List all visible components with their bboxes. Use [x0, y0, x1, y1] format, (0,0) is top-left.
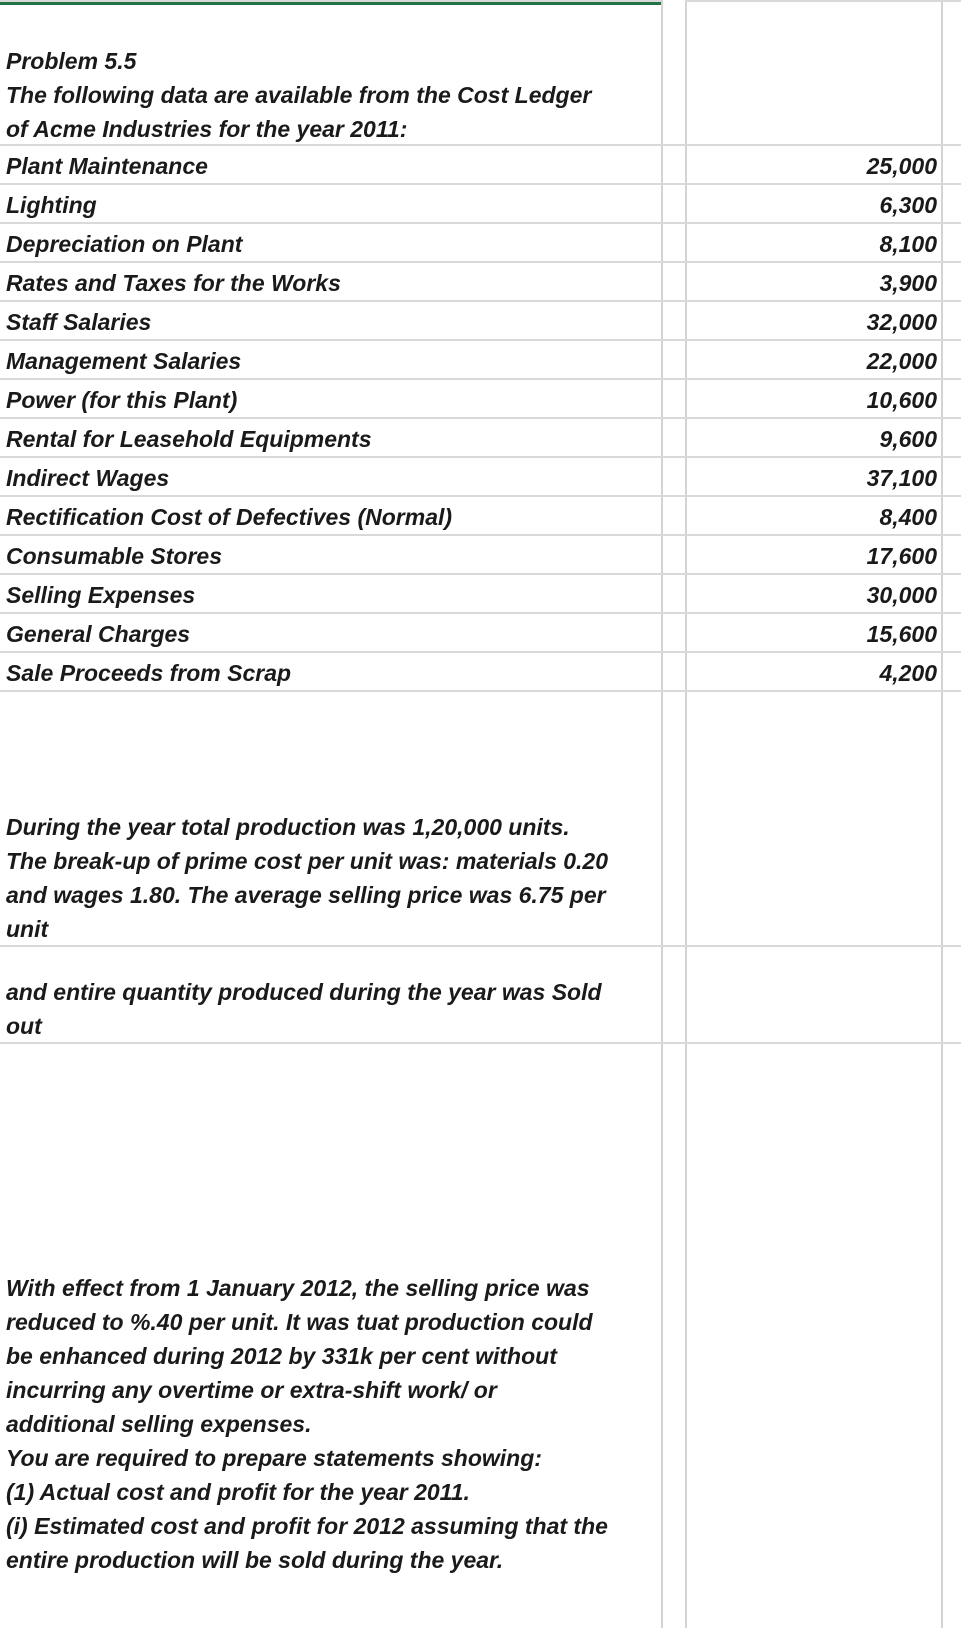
row-divider: [0, 456, 961, 458]
row-divider: [0, 222, 961, 224]
row-divider: [0, 573, 961, 575]
note-line: entire production will be sold during the year.: [6, 1547, 504, 1573]
item-label-lighting[interactable]: Lighting: [6, 192, 97, 218]
row-divider: [0, 651, 961, 653]
row-divider: [0, 417, 961, 419]
row-divider: [0, 339, 961, 341]
item-label-rental[interactable]: Rental for Leasehold Equipments: [6, 426, 372, 452]
note-line: reduced to %.40 per unit. It was tuat production could: [6, 1309, 593, 1335]
row-divider: [0, 495, 961, 497]
note-line: unit: [6, 916, 49, 942]
item-label-general-charges[interactable]: General Charges: [6, 621, 191, 647]
row-divider: [0, 690, 961, 692]
row-divider: [685, 0, 961, 2]
item-label-depreciation[interactable]: Depreciation on Plant: [6, 231, 243, 257]
note-line: and entire quantity produced during the year was Sold: [6, 979, 602, 1005]
intro-line: of Acme Industries for the year 2011:: [6, 116, 408, 142]
column-divider-a-b: [661, 0, 663, 1628]
item-value-rental[interactable]: 9,600: [879, 426, 937, 452]
problem-title: Problem 5.5: [6, 48, 137, 74]
note-line: and wages 1.80. The average selling price was 6.75 per: [6, 882, 606, 908]
item-value-depreciation[interactable]: 8,100: [879, 231, 937, 257]
note-line: (i) Estimated cost and profit for 2012 assuming that the: [6, 1513, 608, 1539]
row-divider: [0, 378, 961, 380]
row-divider: [0, 183, 961, 185]
item-value-indirect-wages[interactable]: 37,100: [866, 465, 937, 491]
item-label-rectification[interactable]: Rectification Cost of Defectives (Normal): [6, 504, 453, 530]
sold-note-cell[interactable]: [6, 975, 656, 1043]
note-line: incurring any overtime or extra-shift work/ or: [6, 1377, 497, 1403]
item-value-staff-salaries[interactable]: 32,000: [866, 309, 937, 335]
note-line: (1) Actual cost and profit for the year 2011.: [6, 1479, 470, 1505]
requirement-note-cell[interactable]: [6, 1271, 656, 1577]
item-value-rectification[interactable]: 8,400: [879, 504, 937, 530]
note-line: be enhanced during 2012 by 331k per cent without: [6, 1343, 557, 1369]
item-value-power[interactable]: 10,600: [866, 387, 937, 413]
item-label-staff-salaries[interactable]: Staff Salaries: [6, 309, 152, 335]
row-divider: [0, 300, 961, 302]
row-divider: [0, 261, 961, 263]
row-divider: [0, 0, 661, 2]
note-line: out: [6, 1013, 42, 1039]
item-value-general-charges[interactable]: 15,600: [866, 621, 937, 647]
item-value-rates-taxes[interactable]: 3,900: [879, 270, 937, 296]
production-note-cell[interactable]: [6, 810, 656, 946]
item-label-indirect-wages[interactable]: Indirect Wages: [6, 465, 170, 491]
note-line: During the year total production was 1,20,000 units.: [6, 814, 570, 840]
column-divider-b-c: [685, 0, 687, 1628]
item-label-consumable-stores[interactable]: Consumable Stores: [6, 543, 222, 569]
item-value-selling-expenses[interactable]: 30,000: [866, 582, 937, 608]
note-line: You are required to prepare statements showing:: [6, 1445, 542, 1471]
item-value-scrap-proceeds[interactable]: 4,200: [879, 660, 937, 686]
item-label-plant-maintenance[interactable]: Plant Maintenance: [6, 153, 208, 179]
item-label-scrap-proceeds[interactable]: Sale Proceeds from Scrap: [6, 660, 292, 686]
note-line: additional selling expenses.: [6, 1411, 312, 1437]
note-line: The break-up of prime cost per unit was: materials 0.20: [6, 848, 609, 874]
item-label-rates-taxes[interactable]: Rates and Taxes for the Works: [6, 270, 341, 296]
item-label-power[interactable]: Power (for this Plant): [6, 387, 238, 413]
item-value-management-salaries[interactable]: 22,000: [866, 348, 937, 374]
item-label-management-salaries[interactable]: Management Salaries: [6, 348, 242, 374]
intro-line: The following data are available from the Cost Ledger: [6, 82, 592, 108]
row-divider: [0, 534, 961, 536]
item-label-selling-expenses[interactable]: Selling Expenses: [6, 582, 196, 608]
column-divider-c-d: [941, 0, 943, 1628]
item-value-consumable-stores[interactable]: 17,600: [866, 543, 937, 569]
item-value-lighting[interactable]: 6,300: [879, 192, 937, 218]
row-divider: [0, 612, 961, 614]
item-value-plant-maintenance[interactable]: 25,000: [866, 153, 937, 179]
problem-header[interactable]: [6, 44, 656, 146]
note-line: With effect from 1 January 2012, the selling price was: [6, 1275, 590, 1301]
